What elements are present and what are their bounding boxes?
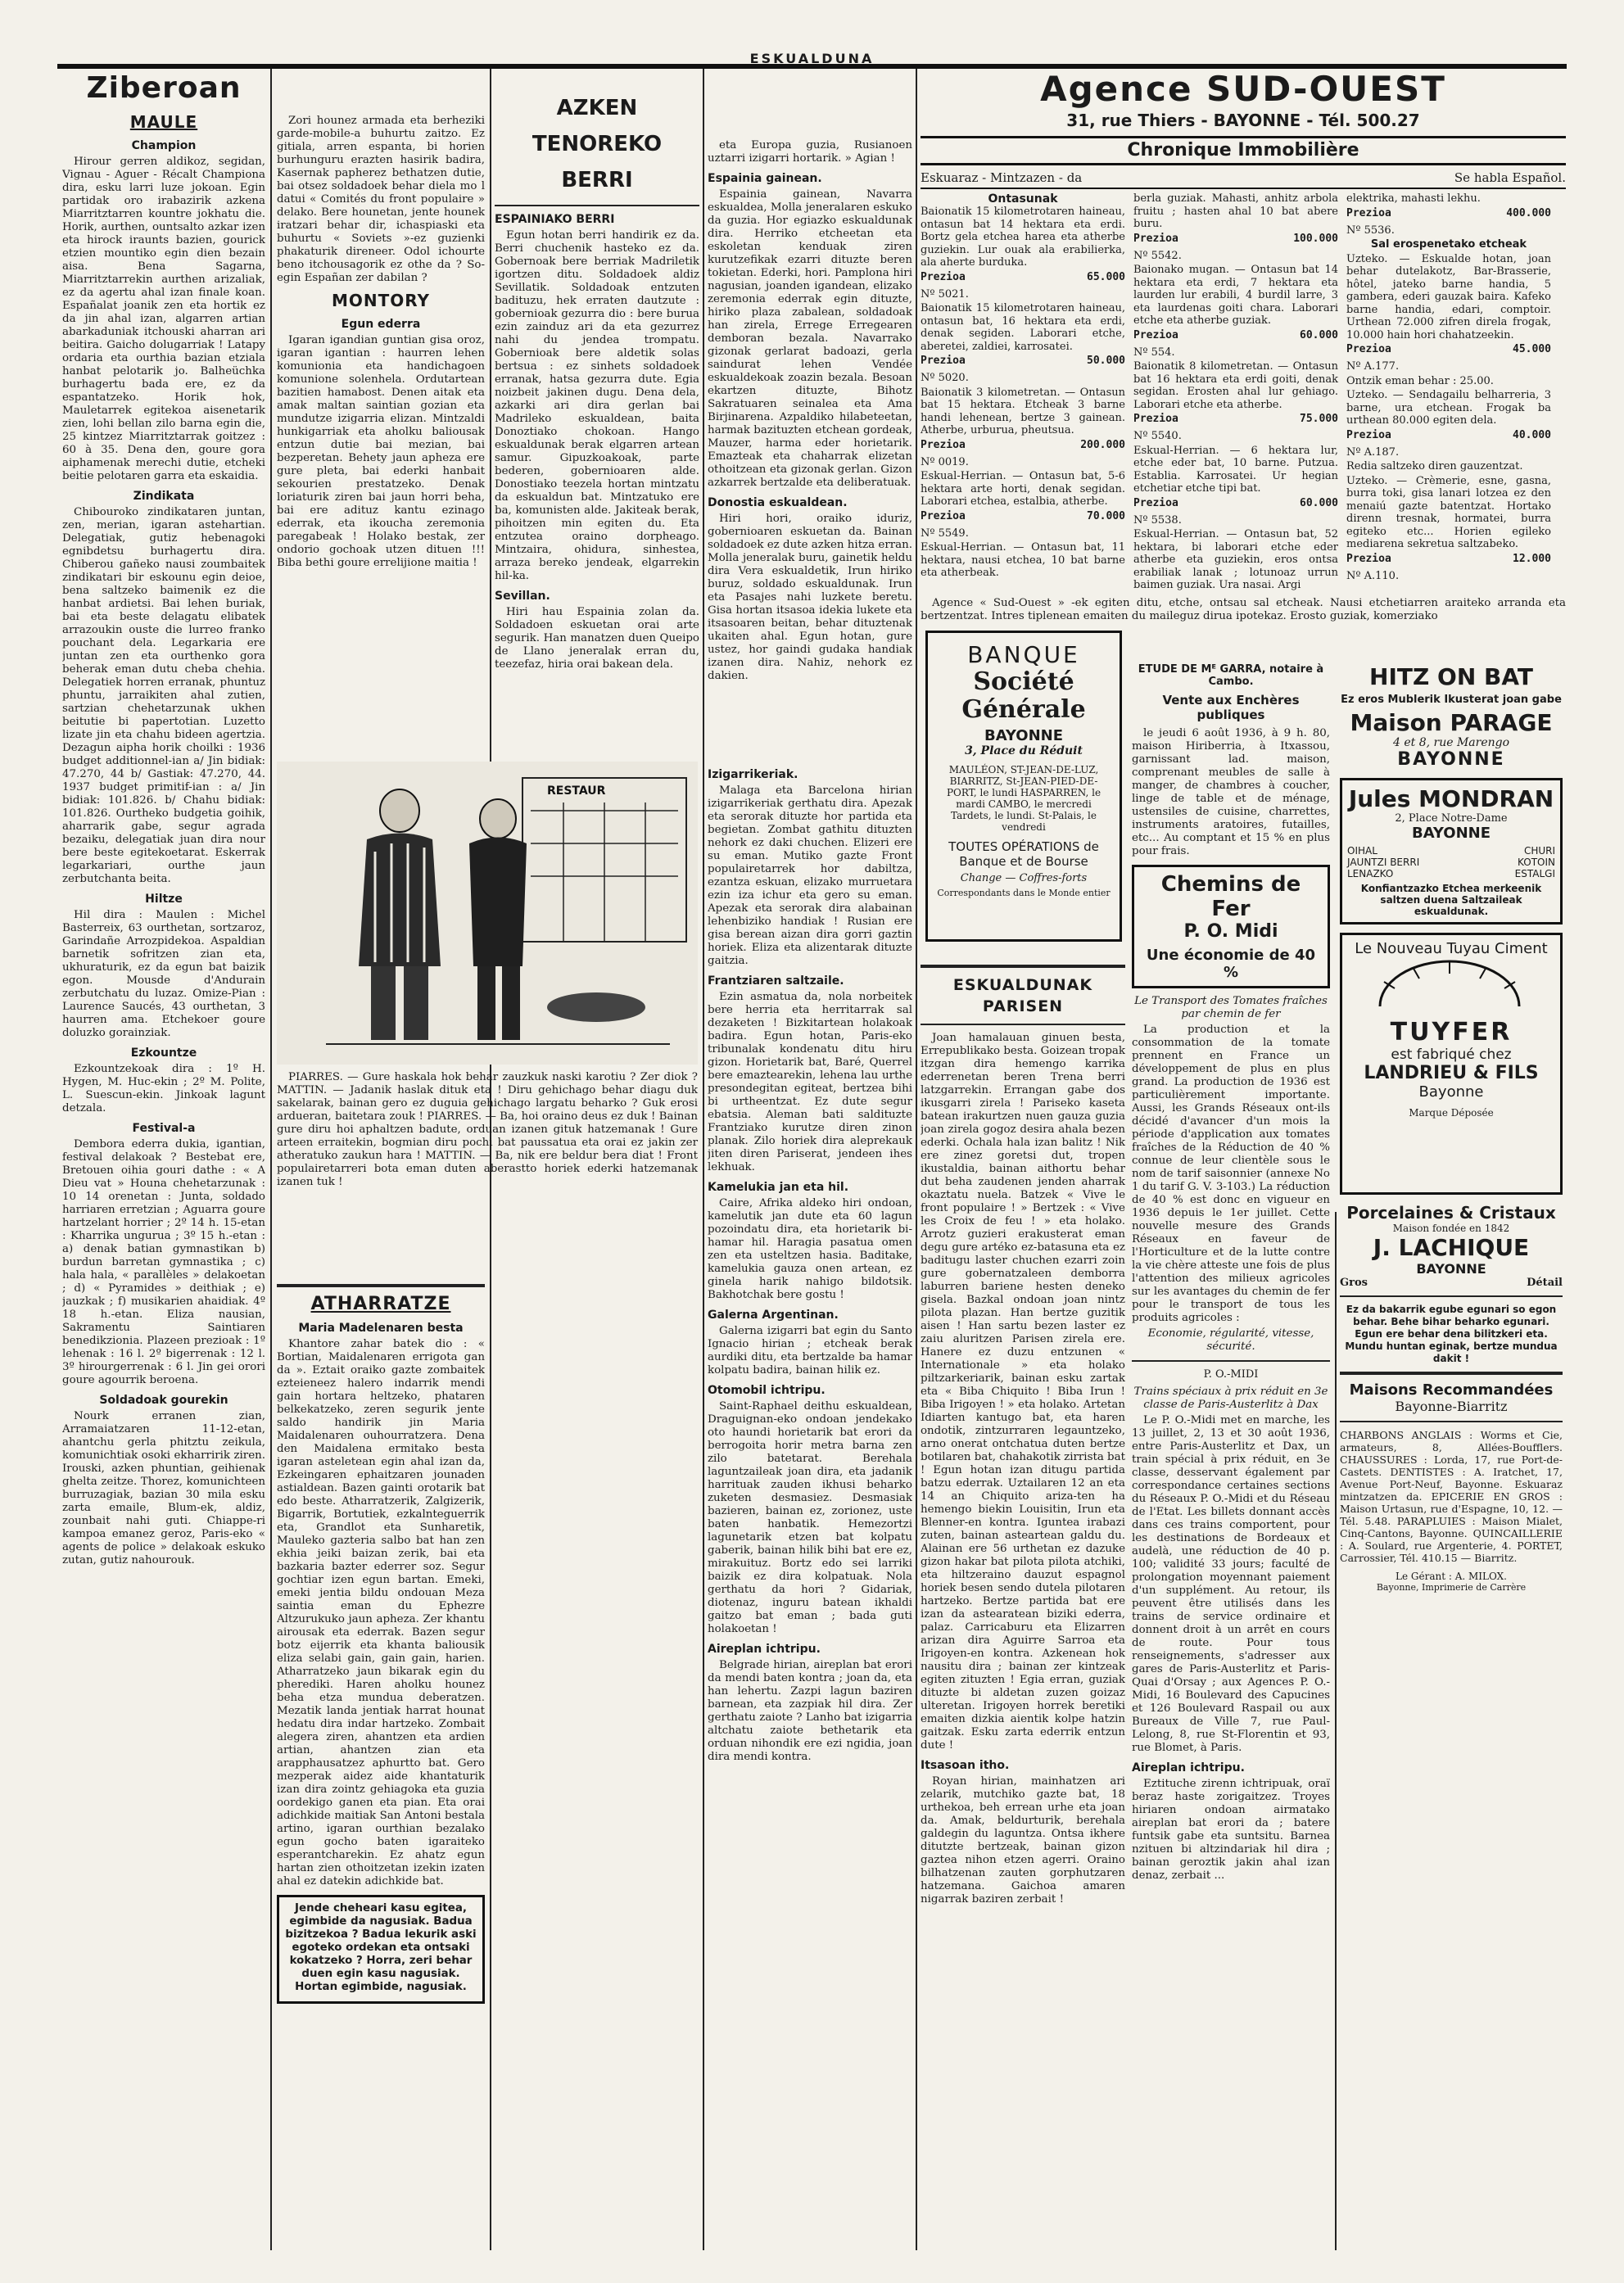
article-heading: Kamelukia jan eta hil. <box>708 1181 849 1194</box>
maisons-sub: Bayonne-Biarritz <box>1395 1399 1508 1414</box>
price-value: 50.000 <box>1087 355 1125 367</box>
listing-number: Nº 5542. <box>1133 249 1182 262</box>
listing-price <box>1133 233 1338 245</box>
listing-text: Baionatik 15 kilometrotaren haineau, ontasun bat, 16 hektara eta erdi, denak segiden. Laborari etche, aberetei, zaldiei, karrosatei. <box>921 302 1125 353</box>
section-title: AZKEN TENOREKO BERRI <box>532 96 663 192</box>
agence-sud-ouest <box>921 69 1566 658</box>
price-value: 70.000 <box>1087 509 1125 522</box>
article-text: Hiri hori, oraiko iduriz, gobernioaren eskuetan da. Bainan soldadoek ez dute azken hitza erran. Molla jeneralak buru, gainetik heldu dira Vera eskualdetik, Irun hiriko buruz, soldado eskualdunak. Irun eta Pasajes nahi luzkete beretu. Gisa hortan itsasoa idekia lukete eta itsasoaren beitan, behar dituztenak ukaiten ahal. Egun hotan, gure ustez, hor gaindi gudaka handiak izanen dira. Nahiz, nehork ez dakien. <box>708 513 912 682</box>
marque-deposee: Marque Déposée <box>1409 1107 1494 1119</box>
chemins-economie: Une économie de 40 % <box>1146 947 1316 981</box>
price-label: Prezioa <box>921 270 966 283</box>
article-text: Joan hamalauan ginuen besta, Errepublikako besta. Goizean tropak itzgan dira hemengo karrika ederrenetan beren Trena berri latzgarrekin. Errangan gabe dos ikusgarri zirela ! Pariseko kaseta batean irakurtzen nuen gauza guzia joan zirela gogoz desira ahala bezen ederki. Ochala hala izan balitz ! Nik ere zinez goretsi dut, tropen ikustaldia, bainan aithortu behar dut beha zaudenen jenden aharrak okaztatu nuela. Batzek « Vive le front populaire ! » Bertzek : « Vive les Croix de feu ! » eta holako. Arrotz guzieri erakusterat eman degu gure artéko ez-batasuna eta ez baditugu laster chuchen ezarri zoin gure gobernatzaleen demborra laburren bariene hesten deneko gisela. Bazkal ondoan joan nintz pilota plazan. Han bertze guzitik aisen ! Han sartu bezen laster ez zaiu aluritzen Parisen zirela ere. Hanere ez duzu entzunen « Internationale » eta holako piltzarkeriarik, bainan esku zartak eta « Biba Chiquito ! Biba Irun ! Biba Irigoyen ! » eta holako. Artetan Idiarten kantugo bat, eta haren ondotik, zintzurraren legauntzeko, arno onerat ontchatua duten bertze botilaren bat, chahakotik zirrista bat ! Egun hotan izan ditugu partida batzu ederrak. Uztailaren 12 an eta 14 an Chiquito ariza-ten ha hemengo biekin Louisitin, Irun eta Blenner-en kontra. Iguntea irabazi zuten, bainan asteartean galdu du. Alainan ere 56 urthetan ez dazuke gizon hakar bat pilota pilota atchiki, eta hiltzeraino dauzut espagnol horiek besen sendo dutela pilotaren hartzeko. Bertze partida bat ere izan da astearatean biziki ederra, palaz. Carricaburu eta Elizarren arizan dira Aguirre Sarroa eta Irigoyen-en kontra. Azkenean hok nausitu dira ; bainan zer kintzeak egiten zituzten ! Egia erran, guziak dituzte bi aldetan zuzen goizaz ulteretan. Irigoyen horrek beretiki emaiten dizkia aientik kolpe hatzin gaitzak. Esku zarta ederrik entzun dute ! <box>921 1032 1125 1752</box>
mondran-name: Jules MONDRAN <box>1348 785 1554 812</box>
section-title: Ziberoan <box>86 71 242 105</box>
column-rule <box>1335 1212 1337 2250</box>
listing-item <box>921 302 1125 385</box>
notice-text: Ez da bakarrik egube egunari so egon behar. Behe bihar beharko egunari. Egun ere behar dena bilitzkeri eta. Mundu huntan eginak, bertze mundua dakit ! <box>1345 1304 1558 1364</box>
article-text: Dembora ederra dukia, igantian, festival delakoak ? Bestebat ere, Bretouen oihia gouri dathe : « A Dieu vat » Houna chehetarzunak : 10 14 orenetan : Junta, soldado harriaren erretzian ; Aguarra goure hartzelant horrier ; 2º 14 h. 15-etan : Kharrika ungurua ; 3º 15 h.-etan : a) denak batian gymnastikan b) burdun barretan gymnastika ; c) hala hala, « parallèles » delakoetan ; d) « Pyramides » deithiak ; e) jauzkak ; f) musikarien ahaidiak. 4º 18 h.-etan. Eliza nausian, Sakramentu Saintiaren benedikzionia. Plazeen prezioak : 1º lehenak : 16 l. 2º bigerrenak : 12 l. 3º hirourgerrenak : 6 l. Jin gei orori goure agourrik beroena. <box>62 1138 265 1386</box>
listing-item <box>1133 445 1338 527</box>
listing-item <box>1346 475 1551 583</box>
listing-text: Eskual-Herrian. — Ontasun bat, 11 hektara, nausi etchea, 10 bat barne eta atherbeak. <box>921 541 1125 579</box>
chemins-sub: P. O. Midi <box>1183 921 1278 942</box>
listing-price <box>921 510 1125 522</box>
article-heading: Sevillan. <box>495 590 550 603</box>
maisons-title: Maisons Recommandées <box>1349 1381 1554 1399</box>
column-notaire-chemins <box>1132 663 1330 2244</box>
price-value: 100.000 <box>1293 232 1338 245</box>
article-text: Hirour gerren aldikoz, segidan, Vignau - Aguer - Récalt Championa dira, esku larri luze jokoan. Egin partidak oro irabazirik azkena Miarritztarren kountre jokhatu die. Horik, aurthen, ountsalto azkar izen eta hirock iraunts bazien, gourick etzien mountiko egin dien bezain aisa. Bena Sagarna, Miarritztarrekin aurthen arizaliak, ez da agertu ahal izan finale koan. Españalat joanik zen eta hortik ez da jin ahal izan, algarren artian abarkaduniak itchouski aharran ari beitira. Gaicho dolugarriak ! Latapy ordaria eta ourthia bazian etziala hanbat pelotarik jo. Balheüchka burhagertu bada ere, ez da espantatzeko. Horik hok, Mauletarrek egitekoa aisenetarik zien, lohi bellan zilo barna egin die, 25 kintzez Miarritztarrak goitzez : 60 à 35. Dena den, goure gora aiphamenak merechi dutie, etcheki beitie pelotaren garra eta eskaidia. <box>62 156 265 482</box>
maisons-list: CHARBONS ANGLAIS : Worms et Cie, armateurs, 8, Allées-Boufflers. CHAUSSURES : Lorda, 17, rue Port-de-Castets. DENTISTES : A. Iratchet, 17, Avenue Port-Neuf, Bayonne. Eskuaraz mintzatzen da. EPICERIE EN GROS : Maison Urtasun, rue d'Espagne, 10, 12. — Tél. 5.48. PARAPLUIES : Maison Mialet, Cinq-Cantons, Bayonne. QUINCAILLERIE : A. Soulard, rue Argenterie, 4. PORTET, Carrossier, Tél. 410.15 — Biarritz. <box>1340 1429 1563 1564</box>
landrieu-city: Bayonne <box>1418 1083 1484 1101</box>
article-heading: Festival-a <box>132 1122 196 1135</box>
article-text: Caire, Afrika aldeko hiri ondoan, kamelutik jan dute eta 60 lagun pozoindatu dira, eta horietarik bi-hamar hil. Haragia pasatua omen zen eta usteltzen hasia. Baditake, kamelukia gauza onen artean, ez ginela harik nahigo bildotsik. Bakhotchak bere gostu ! <box>708 1197 912 1301</box>
price-label: Prezioa <box>1133 496 1178 509</box>
column-ziberoan <box>62 67 265 2245</box>
chemins-title: Chemins de Fer <box>1160 872 1301 921</box>
agence-address: 31, rue Thiers - BAYONNE - Tél. 500.27 <box>1066 111 1420 130</box>
article-heading: Hiltze <box>145 893 183 906</box>
listing-number: Nº A.177. <box>1346 360 1400 373</box>
imprimerie: Bayonne, Imprimerie de Carrère <box>1376 1582 1527 1593</box>
listing-text: Baionatik 15 kilometrotaren haineau, ontasun bat 14 hektara eta erdi. Bortz gela etchea harea eta atherbe guziekin. Lur ouak ala erabilierka, ala aherte burduka. <box>921 206 1125 269</box>
svg-text:RESTAUR: RESTAUR <box>547 784 606 798</box>
chemins-text: La production et la consommation de la tomate prennent en France un développement de plus en plus grand. La production de 1936 est particulièrement importante. Aussi, les Grands Réseaux ont-ils décidé d'avancer d'un mois la période d'application aux tomates fraîches de la Réduction de 40 % connue de leur clientèle sous le nom de tarif saisonnier (annexe No 1 du tarif G. V. 3-103.) La réduction de 40 % est donc en vigueur en 1936 depuis le 1er juillet. Cette nouvelle mesure des Grands Réseaux en faveur de l'Horticulture et de la lutte contre la vie chère atteste une fois de plus l'attention des milieux agricoles sur les avantages du chemin de fer pour le transport de tous les produits agricoles : <box>1132 1024 1330 1324</box>
tuyau-title: Le Nouveau Tuyau Ciment <box>1355 940 1548 957</box>
column-parisen <box>921 958 1125 2244</box>
article-heading: Soldadoak gourekin <box>99 1394 228 1407</box>
listing-text: Sal erospenetako etcheak <box>1370 238 1527 251</box>
article-text: Zori hounez armada eta berheziki garde-mobile-a buhurtu zaitzo. Ez gitiala, arren espanta, bi horien burhunguru erazten hasirik badira, Kasernak papherez bethatzen dutie, bai otsez soldadoek behar diela mo l datui « Comités du front populaire » delako. Bere hounetan, jente hounek iratzari behar dir, ichaspiaski eta buhurtu « Soviets »-ez guzienki phakaturik direneer. Odol ichourte beno itchousagorik ez othe da ? So-egin Españan zer dabilan ? <box>277 115 485 284</box>
agence-subtitle: Chronique Immobilière <box>921 136 1566 165</box>
column-azken-berri-2 <box>708 139 912 753</box>
listing-price <box>921 355 1125 367</box>
tuyau-ad <box>1340 933 1563 1195</box>
banque-city: BAYONNE <box>984 727 1064 744</box>
article-text: Hiri hau Espainia zolan da. Soldadoen eskuetan orai arte segurik. Han manatzen duen Queipo de Llano jeneralak erran du, teezefaz, hiria orai bakean dela. <box>495 606 699 671</box>
lachique-city: BAYONNE <box>1416 1261 1486 1277</box>
listing-item <box>1346 253 1551 373</box>
price-label: Prezioa <box>921 509 966 522</box>
banque-operations: TOUTES OPÉRATIONS de Banque et de Bourse <box>948 839 1099 869</box>
article-text: eta Europa guzia, Rusianoen uztarri izigarri hortarik. » Agian ! <box>708 139 912 165</box>
price-label: Prezioa <box>1346 552 1391 565</box>
article-text: Malaga eta Barcelona hirian izigarrikeriak gerthatu dira. Apezak eta serorak dituzte hor partida eta begietan. Zombat gathitu dituzten nehork ez daki chuchen. Elizeri ere su eman. Mutiko gazte Front populairetarrek hor dabiltza, ezantza eskuan, elizako murruetara ezin iza ichur eta gero su eman. Apezak eta serorak dira alabainan lehenbiziko handiak ! Rusian ere gisa berean aizan dira gorri gaztin horiek. Eliza eta alizentarak dituzte gaitzia. <box>708 784 912 967</box>
listing-price <box>921 271 1125 283</box>
article-subheading: Egun ederra <box>341 318 421 331</box>
column-rule <box>270 69 272 2250</box>
column-azken-berri <box>495 67 699 755</box>
article-heading: Donostia eskualdean. <box>708 496 848 509</box>
listing-item <box>1346 460 1551 473</box>
landrieu-name: LANDRIEU & FILS <box>1364 1063 1539 1083</box>
price-value: 65.000 <box>1087 270 1125 283</box>
article-heading: Galerna Argentinan. <box>708 1309 839 1322</box>
listing-item <box>1133 360 1338 443</box>
mondran-address: 2, Place Notre-Dame <box>1395 812 1508 825</box>
listing-text: Baionatik 3 kilometretan. — Ontasun bat 15 hektara. Etcheak 3 barne handi lehenean, bertze 3 gainean. Atherbe, urburua, pheutsua. <box>921 386 1125 436</box>
listing-number: Nº 5021. <box>921 287 969 301</box>
price-label: Prezioa <box>1346 343 1391 355</box>
chemins-signature: P. O.-MIDI <box>1203 1368 1259 1381</box>
article-text: Nourk erranen zian, Arramaiatzaren 11-12-etan, ahantchu gerla phitztu zeikula, komunichtiak osoki ekharririk ziren. Irouski, azken phuntian, geihienak ghelta zeitze. Thorez, komunichteen burruzagiak, bazian 30 mila esku zarta emaile, Blum-ek, aldiz, zounbait nahi guti. Chiappe-ri kampoa emanez geroz, Paris-eko « agents de police » delakoak eskuko zutan, gutiz nahourouk. <box>62 1410 265 1566</box>
listing-number: Nº 5020. <box>921 372 969 384</box>
mondran-footer: Konfiantzazko Etchea merkeenik saltzen duena Saltzaileak eskualdunak. <box>1360 883 1542 917</box>
listing-text: Uzteko. — Eskualde hotan, joan behar dutelakotz, Bar-Brasserie, hôtel, jateko barne handia, 5 gambera, ederi gauzak baira. Kafeko barne handia, edari, comptoir. Urthean 72.000 zifren direla frogak, 10.000 hain hori chahatzeekin. <box>1346 252 1551 341</box>
banque-ad <box>925 631 1122 942</box>
lachique-detail: Détail <box>1527 1277 1563 1289</box>
listing-item <box>1346 192 1551 237</box>
mondran-item: ESTALGI <box>1514 868 1555 879</box>
listing-number: Nº 5538. <box>1133 513 1182 527</box>
listing-column <box>1133 192 1338 594</box>
hitz-title: HITZ ON BAT <box>1369 663 1533 690</box>
price-value: 12.000 <box>1513 552 1551 565</box>
price-value: 45.000 <box>1513 343 1551 355</box>
trains-text: Le P. O.-Midi met en marche, les 13 juillet, 2, 13 et 30 août 1936, entre Paris-Austerlitz et Dax, un train spécial à prix réduit, en 3e classe, desservant également par correspondance certaines sections du Réseaux P. O.-Midi et du Réseau de l'Etat. Les billets donnant accès dans ces trains comportent, pour les destinations de Bordeaux et audelà, une réduction de 40 p. 100; validité 33 jours; faculté de prolongation moyennant paiement d'un supplément. Au retour, ils peuvent être utilisés dans les trains de service ordinaire et donnent droit à un arrêt en cours de route. Pour tous renseignements, s'adresser aux gares de Paris-Austerlitz et Paris-Quai d'Orsay ; aux Agences P. O.-Midi, 16 Boulevard des Capucines et 126 Boulevard Raspail ou aux Bureaux de Ville 7, rue Paul-Lelong, 8, rue St-Florentin et 93, rue Blomet, à Paris. <box>1132 1414 1330 1754</box>
banque-change: Change — Coffres-forts <box>960 872 1088 884</box>
mondran-item: OIHAL <box>1347 845 1377 857</box>
hitz-sub: Ez eros Mublerik Ikusterat joan gabe <box>1341 694 1562 706</box>
article-text: Belgrade hirian, aireplan bat erori da mendi baten kontra ; joan da, eta han lehertu. Zazpi lagun baziren barnean, eta zazpiak hil dira. Zer gerthatu zaiote ? Lanho bat izigarria altchatu zaiote bethetarik eta orduan nihondik ere ezi ngidia, joan dira mendi kontra. <box>708 1659 912 1763</box>
listing-number: Nº 5540. <box>1133 430 1182 442</box>
tuyfer-brand: TUYFER <box>1390 1018 1513 1047</box>
vente-title: Vente aux Enchères publiques <box>1162 693 1300 722</box>
listing-item <box>921 206 1125 301</box>
article-text: Khantore zahar batek dio : « Bortian, Maidalenaren errigota gan da ». Eztait oraiko gazte zombaitek ezteieneez halero indarrik mendi gain hortara heltzeko, phataren belkekatzeko, zeren segurik jente saldo handirik jin Maria Maidalenaren ouhourratzera. Dena den Maidalena ermitako besta igaran asteletean egin ahal izan da, Ezkeingaren ephaitzaren jounaden astialdean. Bazen gainti orotarik bat edo beste. Atharratzerik, Zalgizerik, Bigarrik, Bortutiek, ezkalnteguerrik eta, Grandlot eta Sunharetik, Mauleko gazteria salbo bat han zen ekhia jeiki baizan zerik, bai eta bazkaria bazter ederrer soz. Segur gochtiar izen egun bartan. Emeki, emeki jentia bildu ondouan Meza saintia eman du Ephezre Altzurukuko jaun apheza. Zer khantu airousak eta ederrak. Bazen segur botz eijerrik eta khanta baliousik eliza selabi gain, gain gain, harien. Atharratzeko jaun bikarak egin du pherediki. Haren aholku hounez beha etza mundua deberatzen. Mezatik landa jentiak harrat hounat hedatu dira indar hartzeko. Zombait alegera ziren, ahantzen eta ardien artian, ahantzen zian eta arapphausatzez aphurtto bat. Gero mezperak aidez aide khantaturik izan dira zointz gehiagoka eta guzia oordekigo ganen eta pian. Eta orai adichkide maitiak San Antoni bestala artino, igaran ourthian bezalako egun gocho baten igaraiteko esperantcharekin. Ez ahatz egun hartan zien othoitzetan izekin izaten ahal ez datekin adichkide bat. <box>277 1338 485 1887</box>
banque-branches: MAULÉON, ST-JEAN-DE-LUZ, BIARRITZ, St-JEAN-PIED-DE-PORT, le lundi HASPARREN, le mardi CAMBO, le mercredi Tardets, le lundi. St-Palais, le vendredi <box>946 764 1102 833</box>
section-title: ATHARRATZE <box>310 1294 451 1314</box>
porcel-sub: Maison fondée en 1842 <box>1392 1223 1510 1234</box>
listing-item <box>1133 264 1338 359</box>
listing-price <box>1133 413 1338 425</box>
article-text: Espainia gainean, Navarra eskualdea, Molla jeneralaren eskuko da guzia. Hor egiazko eskualdunak dira. Herriko etcheetan eta eskoletan kenduak ziren kurutzefikak ezarri dituzte beren tokietan. Ederki, hori. Pamplona hiri nagusian, joanden igandean, elizako zeremonia ederrak egin dituzte, hiriko plaza zabalean, soldadoak han zirela, Errege Erregearen demboran bezala. Navarrako gizonak gerlarat badoazi, gerla saindurat lehen Vendée eskualdekoak zoazin bezala. Besoan ekartzen dituzte, Bihotz Sakratuaren seinalea eta Ama Birjinarena. Azpaldiko hilabeteetan, harmak bazituzten etchean gordeak, Mauzer, harma eder horietarik. Emazteak eta chaharrak elizetan othoitzean eta gizonak gerlan. Gizon azkarrek bertzalde eta deliberatuak. <box>708 188 912 489</box>
article-heading: Frantziaren saltzaile. <box>708 974 844 988</box>
article-text: Ezin asmatua da, nola norbeitek bere herria eta herritarrak sal dezaketen ! Bizkitartean holakoak badira. Egun hotan, Paris-eko tribunalak kondenatu ditu hiru gizon. Horietarik bat, Baré, Querrel bere emaztearekin, lehena lau urthe presondegitan egiteat, bertzea bihi bi urtheentzat. Ez dute segur ebatsia. Aleman bati saldituzte Frantziako kurutze diren zinon planak. Zilo horiek dira aleprekauk jiten diren Pariserat, jendeen ihes lekhuak. <box>708 991 912 1173</box>
banque-address: 3, Place du Réduit <box>965 744 1083 757</box>
article-heading: Aireplan ichtripu. <box>1132 1761 1245 1774</box>
mondran-city: BAYONNE <box>1411 825 1491 842</box>
article-heading: Champion <box>131 139 197 152</box>
notice-box <box>277 1895 485 2004</box>
listing-text: Uzteko. — Crèmerie, esne, gasna, burra toki, gisa lanari lotzea ez den menaiú gazte batentzat. Hortako direnn tresnak, hormatei, burra egiteko etc... Horien egileko mediarena sekretua saltzabeko. <box>1346 474 1551 550</box>
mondran-item: CHURI <box>1523 845 1555 857</box>
listing-item <box>921 470 1125 540</box>
listing-number: Nº 5536. <box>1346 224 1395 237</box>
agence-basque-note: Eskuaraz - Mintzazen - da <box>921 170 1083 185</box>
price-label: Prezioa <box>921 355 966 367</box>
article-text: Hil dira : Maulen : Michel Basterreix, 63 ourthetan, sortzaroz, Garindañe Arrozpidekoa. Aspaldian barnetik sofritzen zian eta, ukhuraturik, ez da egun bat baizik egon. Mousde d'Andurain zerbutchatu du luzaz. Omize-Pian : Laurence Saucés, 43 ourthetan, 3 haurren ama. Etchekoer goure doluzko gorainziak. <box>62 909 265 1039</box>
listing-price <box>1133 329 1338 341</box>
listing-number: Nº 554. <box>1133 346 1175 359</box>
price-label: Prezioa <box>1346 428 1391 441</box>
listing-number: Nº 0019. <box>921 455 969 468</box>
masthead: ESKUALDUNA <box>749 51 875 66</box>
section-subtitle: MAULE <box>129 112 198 132</box>
listing-item <box>1346 238 1551 251</box>
listing-price <box>921 439 1125 451</box>
sun-logo-icon <box>1347 957 1552 1015</box>
price-value: 60.000 <box>1300 328 1338 341</box>
mondran-item: KOTOIN <box>1518 857 1555 868</box>
column-rule <box>916 69 917 2250</box>
listing-item <box>921 541 1125 580</box>
agence-spanish-note: Se habla Español. <box>1454 170 1566 185</box>
listing-number: Nº 5549. <box>921 527 969 540</box>
price-value: 60.000 <box>1300 496 1338 509</box>
mondran-ad <box>1340 778 1563 925</box>
chemins-italic: Le Transport des Tomates fraîches par chemin de fer <box>1134 995 1328 1020</box>
listing-text: berla guziak. Mahasti, anhitz arbola fruitu ; hasten ahal 10 bat abere buru. <box>1133 192 1338 230</box>
listing-item <box>1133 528 1338 592</box>
article-subheading: Maria Madelenaren besta <box>298 1322 464 1335</box>
listing-text: Baionako mugan. — Ontasun bat 14 hektara eta erdi, 7 hektara eta laurden lur erabili, 4 burdil larre, 3 eta laurdenas goiti chara. Laborari etche eta atherbe guziak. <box>1133 264 1338 327</box>
listing-text: Eskual-Herrian. — 6 hektara lur, etche eder bat, 10 barne. Putzua. Establia. Karrosatei. Ur hegian etchetiar etche tipi bat. <box>1133 444 1338 495</box>
listing-text: Uzteko. — Sendagailu belharreria, 3 barne, ura etchean. Frogak ba urthean 80.000 egiten dela. <box>1346 389 1551 427</box>
price-value: 200.000 <box>1080 438 1125 451</box>
article-heading: Otomobil ichtripu. <box>708 1384 826 1397</box>
listing-item <box>1346 375 1551 388</box>
cartoon <box>277 762 698 1188</box>
cartoon-illustration <box>277 762 698 1065</box>
listing-text: Eskual-Herrian. — Ontasun bat, 52 hektara, bi laborari etche eder atherbe eta guziekin, eros ontsa erabiliak lanak ; lotunoaz urrun baimen guziak. Ura nasai. Argi <box>1133 528 1338 591</box>
lachique-gros: Gros <box>1340 1277 1368 1289</box>
column-ads <box>1340 663 1563 2244</box>
mondran-item: LENAZKO <box>1347 868 1394 879</box>
price-label: Prezioa <box>921 438 966 451</box>
column-berriak-3 <box>708 762 912 2244</box>
price-label: Prezioa <box>1133 413 1178 425</box>
article-heading: Izigarrikeriak. <box>708 768 798 781</box>
article-heading: Aireplan ichtripu. <box>708 1643 821 1656</box>
listing-number: Nº A.187. <box>1346 445 1400 459</box>
article-heading: Itsasoan itho. <box>921 1759 1010 1772</box>
gerant: Le Gérant : A. MILOX. <box>1396 1571 1507 1582</box>
listing-item <box>921 387 1125 469</box>
column-rule <box>703 69 704 2250</box>
cartoon-caption: PIARRES. — Gure haskala hok behar zauzkuk naski karotiu ? Zer diok ? MATTIN. — Jadanik haslak dituk eta ! Diru gehichago behar diagu duk sakelarak, bainan gero ez duguia gehichago largatu beharko ? Guk erosi ardueran, baitetara zouk ! PIARRES. — Ba, hoi oraino deus ez duk ! Bainan gure diru hoi aphaltzen badute, orduan izanen gituk hatzemanak ! Gure arteen erraitekin, bogmian diru pochi bat paussatua eta orai ez jakin zer atheratuko zaukun hara ! MATTIN. — Ba, nik ere beldur bera diat ! Front populairetarreri bota eman duten aberastto horiek ederki hatzemanak izanen tuk ! <box>277 1071 698 1188</box>
listing-text: Ontzik eman behar : 25.00. <box>1346 374 1494 387</box>
article-text: Galerna izigarri bat egin du Santo Ignacio hirian ; etcheak berak aurdiki ditu, eta bertzalde ba hamar kolpatu badira, bainan hilik ez. <box>708 1325 912 1377</box>
parage-name: Maison PARAGE <box>1350 709 1553 736</box>
column-atharratze <box>277 1277 485 2244</box>
notaire-header: ETUDE DE Mᴱ GARRA, notaire à Cambo. <box>1138 663 1324 688</box>
lachique-name: J. LACHIQUE <box>1373 1234 1530 1261</box>
price-label: Prezioa <box>1346 206 1391 219</box>
section-title: ESKUALDUNAK PARISEN <box>952 976 1093 1015</box>
listing-column <box>1346 192 1551 594</box>
price-value: 40.000 <box>1513 428 1551 441</box>
article-heading: Ezkountze <box>130 1047 197 1060</box>
banque-title: BANQUE <box>967 641 1080 668</box>
tuyau-fabrique: est fabriqué chez <box>1391 1047 1512 1063</box>
agence-title: Agence SUD-OUEST <box>1040 69 1446 109</box>
listing-price <box>1346 553 1551 565</box>
listing-item <box>1346 389 1551 459</box>
listing-price <box>1133 497 1338 509</box>
parage-address: 4 et 8, rue Marengo <box>1392 736 1510 749</box>
chemins-ad <box>1132 865 1330 988</box>
listing-price <box>1346 429 1551 441</box>
banque-name: Société Générale <box>961 667 1086 724</box>
agence-footer: Agence « Sud-Ouest » -ek egiten ditu, etche, ontsau sal etcheak. Nausi etchetiarren araiteko arranda eta bertzentzat. Intres tiplenean emaiten du maileguz dirua ipotekaz. Erosto guziak, komerziako <box>921 596 1566 622</box>
article-text: Saint-Raphael deithu eskualdean, Draguignan-eko ondoan jendekako oto haundi horietarik bat erori da berrogoita horir metra barna zen zilo batetarat. Berehala laguntzaileak joan dira, eta jadanik harrituak zauden ikhusi beharko zuketen desmasiez. Desmasiak bazieren, bainan ez, zorionez, uste baten hanbatik. Hemezortzi lagunetarik etzen bat kolpatu gaberik, bainan hilik bihi bat ere ez, mirakuituz. Bortz edo sei larriki baizik ez dira kolpatuak. Nola gerthatu da hori ? Gidariak, diotenaz, inguru batean ikhaldi gaitzo bat eman ; bada guti holakoetan ! <box>708 1400 912 1635</box>
ontasunak-heading: Ontasunak <box>988 192 1058 206</box>
porcel-title: Porcelaines & Cristaux <box>1346 1203 1556 1223</box>
vente-text: le jeudi 6 août 1936, à 9 h. 80, maison Hiriberria, à Itxassou, garnissant lad. maison, comprenant meubles de salle à manger, de chambres à coucher, linge de table et de ménage, ustensiles de cuisine, charrettes, instruments aratoires, futailles, etc... Au comptant et 15 % en plus pour frais. <box>1132 727 1330 857</box>
price-value: 75.000 <box>1300 413 1338 425</box>
listing-text: elektrika, mahasti lekhu. <box>1346 192 1481 205</box>
trains-italic: Trains spéciaux à prix réduit en 3e classe de Paris-Austerlitz à Dax <box>1133 1386 1328 1411</box>
article-heading: Espainia gainean. <box>708 172 822 185</box>
section-title: MONTORY <box>331 291 431 310</box>
listing-item <box>1133 192 1338 262</box>
article-text: Royan hirian, mainhatzen ari zelarik, mutchiko gazte bat, 18 urthekoa, beh errean urhe eta joan da. Amak, beldurturik, berehala galdegin du laguntza. Ontsa ikhere ditutzte bertzeak, bainan gizon gaztea nihon etzen agerri. Oraino bilhatzenan zauten gorphutzaren hatzemana. Gaichoa amaren nigarrak baziren zerbait ! <box>921 1775 1125 1906</box>
article-heading: Zindikata <box>133 490 195 503</box>
price-label: Prezioa <box>1133 328 1178 341</box>
price-value: 400.000 <box>1506 206 1551 219</box>
article-text: Igaran igandian guntian gisa oroz, igaran igantian : haurren lehen komunionia eta handichagoen komunione solenhela. Ordutartean bazitien hamabost. Denen aitak eta amak maltan saintian gozian eta mundutze izigarria elizan. Mintzaldi hunkigarriak eta aholku baliousak entzun dutie bai mezian, bai bezperetan. Behety jaun apheza ere gure pleta, bai ederki hanbait sekourien prestatzeko. Denak loriaturik ziren bai jaun horri beha, bai ere adituz kantu ezinago ederrak, eta ikoucha zeremonia paregabeak ! Holako bestak, zer ondorio gochoak utzen dituen !!! Biba bethi goure errelijione maitia ! <box>277 334 485 569</box>
price-label: Prezioa <box>1133 232 1178 245</box>
article-heading: ESPAINIAKO BERRI <box>495 213 615 226</box>
parage-city: BAYONNE <box>1397 749 1505 770</box>
listing-price <box>1346 343 1551 355</box>
listing-text: Redia saltzeko diren gauzentzat. <box>1346 460 1523 472</box>
mondran-item: JAUNTZI BERRI <box>1347 857 1420 868</box>
notice-text: Jende cheheari kasu egitea, egimbide da nagusiak. Badua bizitzekoa ? Badua lekurik aski egoteko ordekan eta ontsaki kokatzeko ? Horra, zeri behar duen egin kasu nagusiak. Hortan egimbide, nagusiak. <box>285 1902 477 1993</box>
listing-column <box>921 192 1125 594</box>
article-text: Chibouroko zindikataren juntan, zen, merian, igaran astehartian. Delegatiak, gutiz hebenagoki egnibdetsu burhagertu dira. Chiberou gañeko nausi zoumbaitek zindikatari bir eskounu egin deioe, bena saltzeko baimenik ez die hanbat ardietsi. Bai lehen buriak, bai eta beste delagatu elibatek arrazoukin ouste die lurreo franko pouchant dela. Legarkaria ere juntan zen eta ourthenko gora beherak eman dutu cheba chehia. Delegatiek horren erranak, phuntuz phuntu, jarraikiten ahal zutien, sartzian chehetarzunak ukhen beitutie bi papertotian. Luzetto lizate jin eta chahu bideen agertzia. Dezagun aipha horik choilki : 1936 budget additionnel-ian a/ Jin bidiak: 47.270, 44 b/ Gastiak: 47.270, 44. 1937 budget primitif-ian : a/ Jin bidiak: 101.826. b/ Chahu bidiak: 101.826. Ourtheko budgetia goihik, aharrarik gabe, segur agrada bezaiku, delegatiak juan dira nour bere beste egitekoetarat. Eskerrak legarkariari, ourthe jaun zerbutchanta beita. <box>62 506 265 885</box>
listing-text: Eskual-Herrian. — Ontasun bat, 5-6 hektara arte horti, denak segidan. Laborari etchea, estalbia, atherbe. <box>921 470 1125 508</box>
article-text: Ezkountzekoak dira : 1º H. Hygen, M. Huc-ekin ; 2º M. Polite, L. Suescun-ekin. Jinkoak lagunt detzala. <box>62 1063 265 1114</box>
listing-text: Baionatik 8 kilometretan. — Ontasun bat 16 hektara eta erdi goiti, denak segidan. Erosten ahal lur gehiago. Laborari etche eta atherbe. <box>1133 360 1338 411</box>
article-text: Egun hotan berri handirik ez da. Berri chuchenik hasteko ez da. Gobernoak bere berriak Madriletik igortzen ditu. Soldadoek aldiz Sevillatik. Soldadoak entzuten badituzu, hek erraten dautzute : gobernioak gezurra dio : bere burua ezin zainduz ari da eta gezurrez nahi du jendea trompatu. Gobernioak bere aldetik solas bertsua : ez sinhets soldadoek erranak, hatsa gezurra dute. Egia noizbeit jakinen dugu. Dena dela, azkarki ari dira gerlan bai Madrileko eskualdean, baita Donoztiako chokoan. Hango eskualdunak berak elgarren artean samur. Gipuzkoakoak, parte bederen, gobernioaren alde. Donostiako teezela hortan mintzatu da eskualdun bat. Mintzatuko ere ba, komunisten alde. Jakiteak berak, pihoitzen min egiten du. Eta entzutea oraino dorpheago. Mintzaira, ohidura, sinhestea, arraza bereko jendeak, elgarrekin hil-ka. <box>495 229 699 582</box>
banque-correspondants: Correspondants dans le Monde entier <box>937 888 1111 898</box>
chemins-motto: Economie, régularité, vitesse, sécurité. <box>1147 1327 1314 1353</box>
article-text: Eztituche zirenn ichtripuak, oraï beraz haste zorigaitzez. Troyes hiriaren ondoan airmatako aireplan bat erori da ; batere funtsik gabe eta suntsitu. Barnea nzituen bi altzindariak hil dira ; bainan geroztik jakin ahal izan denaz, zerbait ... <box>1132 1778 1330 1882</box>
listing-price <box>1346 207 1551 219</box>
listing-number: Nº A.110. <box>1346 569 1400 582</box>
